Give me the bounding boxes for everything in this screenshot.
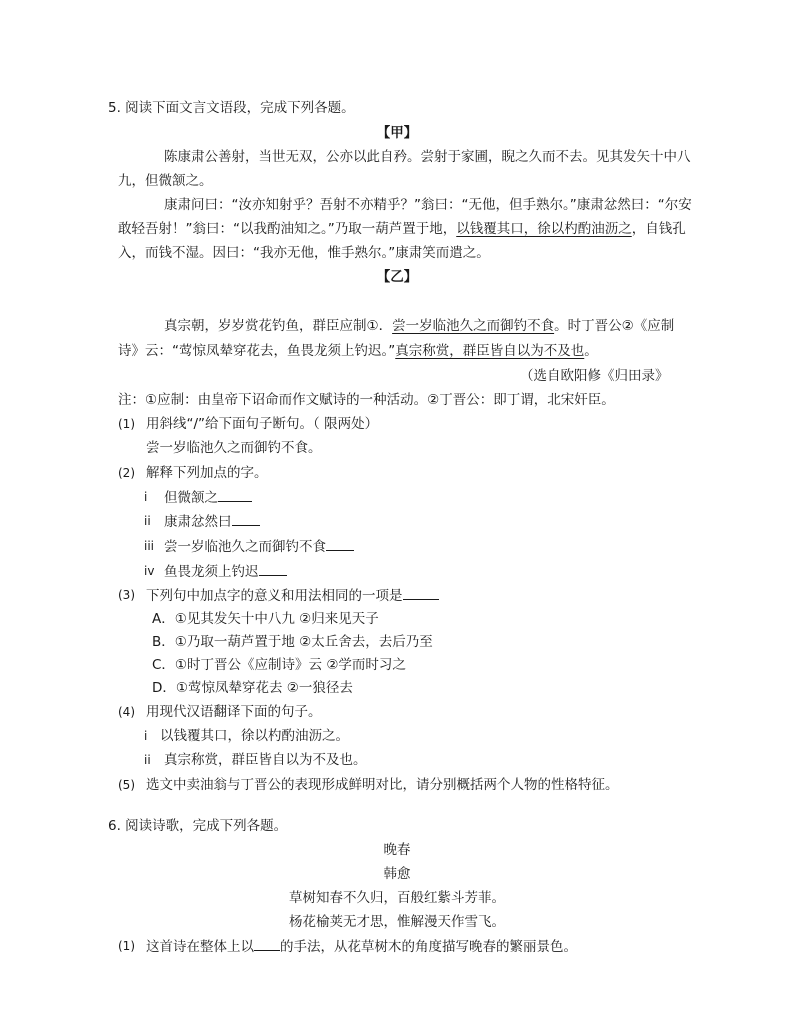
- yi-note: 注：①应制：由皇帝下诏命而作文赋诗的一种活动。②丁晋公：即丁谓，北宋奸臣。: [118, 392, 615, 408]
- sub-1-number: (1): [118, 417, 135, 431]
- jia-text: 敢轻吾射！”翁曰：“以我酌油知之。”乃取一葫芦置于地，: [118, 221, 457, 237]
- q5-title: 5. 阅读下面文言文语段，完成下列各题。: [108, 100, 355, 116]
- answer-blank[interactable]: [326, 536, 354, 551]
- jia-text: ，自钱孔: [631, 221, 686, 237]
- option-b[interactable]: B．①乃取一葫芦置于地 ②太丘舍去，去后乃至: [152, 634, 433, 650]
- sub-4-text: 用现代汉语翻译下面的句子。: [146, 704, 322, 720]
- yi-underlined-sentence: 尝一岁临池久之而御钓不食: [392, 318, 555, 334]
- sub-1-sentence: 尝一岁临池久之而御钓不食。: [146, 440, 322, 456]
- sub-2-item-4-number: iv: [144, 564, 155, 578]
- answer-blank[interactable]: [232, 511, 260, 526]
- yi-text: 。: [584, 343, 598, 359]
- sub-5-number: (5): [118, 778, 135, 792]
- q6-sub-1-number: (1): [118, 939, 135, 953]
- option-d[interactable]: D．①莺惊凤辇穿花去 ②一狼径去: [152, 680, 353, 696]
- yi-line-2: [118, 341, 598, 361]
- jia-underlined-sentence: 以钱覆其口，徐以杓酌油沥之: [456, 221, 632, 237]
- sub-4-item-1-number: i: [144, 729, 148, 743]
- sub-2-item-1: 但微颔之: [164, 487, 252, 508]
- sub-2-number: (2): [118, 466, 135, 480]
- jia-paragraph-2-line-1: 康肃问曰：“汝亦知射乎？吾射不亦精乎？”翁曰：“无他，但手熟尔。”康肃忿然曰：“尔安: [164, 197, 692, 213]
- answer-blank[interactable]: [259, 561, 287, 576]
- poem-line-2: 杨花榆荚无才思，惟解漫天作雪飞。: [289, 914, 505, 930]
- jia-paragraph-2-line-3: 入，而钱不湿。因曰：“我亦无他，惟手熟尔。”康肃笑而遣之。: [118, 245, 490, 261]
- sub-4-item-2-number: ii: [144, 753, 151, 767]
- sub-3-number: (3): [118, 588, 135, 602]
- sub-4-item-2: 真宗称赏，群臣皆自以为不及也。: [164, 752, 367, 768]
- sub-2-item-4: 鱼畏龙须上钓迟: [164, 561, 287, 582]
- answer-blank[interactable]: [254, 936, 280, 951]
- jia-heading: 【甲】: [376, 125, 418, 141]
- sub-5-text: 选文中卖油翁与丁晋公的表现形成鲜明对比，请分别概括两个人物的性格特征。: [146, 777, 619, 793]
- sub-2-item-3-number: iii: [144, 539, 155, 553]
- yi-text: 。时丁晋公②《应制: [554, 318, 675, 334]
- option-c[interactable]: C．①时丁晋公《应制诗》云 ②学而时习之: [152, 657, 406, 673]
- sub-1-text: 用斜线“/”给下面句子断句。（ 限两处）: [146, 416, 379, 432]
- yi-heading: 【乙】: [376, 269, 418, 285]
- sub-2-text: 解释下列加点的字。: [146, 465, 268, 481]
- q6-title: 6. 阅读诗歌，完成下列各题。: [108, 818, 288, 834]
- poem-author: 韩愈: [383, 866, 411, 882]
- option-a[interactable]: A．①见其发矢十中八九 ②归来见天子: [152, 611, 379, 627]
- answer-blank[interactable]: [218, 487, 252, 502]
- sub-2-item-1-number: i: [144, 490, 148, 504]
- answer-blank[interactable]: [403, 585, 439, 600]
- yi-text: 诗》云：“莺惊凤辇穿花去，鱼畏龙须上钓迟。”: [118, 343, 396, 359]
- sub-2-item-3: 尝一岁临池久之而御钓不食: [164, 536, 354, 557]
- jia-paragraph-2-line-2: [118, 219, 686, 239]
- jia-paragraph-1-line-2: 九，但微颔之。: [118, 173, 213, 189]
- sub-4-item-1: 以钱覆其口，徐以杓酌油沥之。: [160, 728, 349, 744]
- poem-line-1: 草树知春不久归，百般红紫斗芳菲。: [289, 890, 505, 906]
- sub-2-item-2: 康肃忿然曰: [164, 511, 260, 532]
- sub-2-item-2-number: ii: [144, 514, 151, 528]
- sub-3-text: 下列句中加点字的意义和用法相同的一项是: [146, 585, 439, 606]
- poem-title: 晚春: [383, 842, 411, 858]
- sub-4-number: (4): [118, 705, 135, 719]
- jia-paragraph-1-line-1: 陈康肃公善射，当世无双，公亦以此自矜。尝射于家圃，睨之久而不去。见其发矢十中八: [164, 149, 691, 165]
- yi-underlined-sentence: 真宗称赏，群臣皆自以为不及也: [395, 343, 585, 359]
- q6-sub-1-text: 这首诗在整体上以 的手法，从花草树木的角度描写晚春的繁丽景色。: [146, 936, 577, 957]
- yi-source: （选自欧阳修《归田录》: [520, 368, 669, 384]
- yi-line-1: [164, 316, 674, 336]
- yi-text: 真宗朝，岁岁赏花钓鱼，群臣应制①．: [164, 318, 393, 334]
